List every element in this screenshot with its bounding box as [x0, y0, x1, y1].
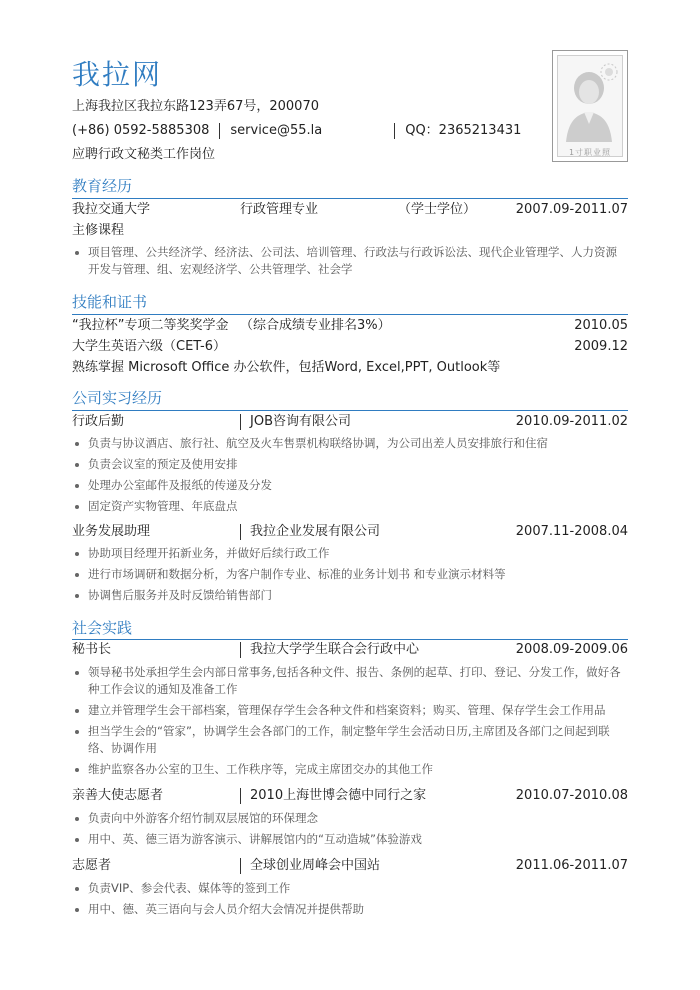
list-item: [88, 477, 628, 494]
list-item-text: 领导秘书处承担学生会内部日常事务,包括各种文件、报告、条例的起草、打印、登记、分发工作，做好各种工作会议的通知及准备工作: [88, 665, 621, 696]
bullet-dot: [75, 442, 79, 446]
list-item: [88, 664, 628, 698]
job-org: 全球创业周峰会中国站: [250, 858, 381, 873]
list-item-text: 协助项目经理开拓新业务，并做好后续行政工作: [88, 546, 330, 560]
bullet-dot: [75, 552, 79, 556]
list-item-text: 建立并管理学生会干部档案，管理保存学生会各种文件和档案资料；购买、管理、保存学生会工作用品: [88, 703, 606, 717]
candidate-name: 我拉网: [72, 58, 163, 91]
award: “我拉杯”专项二等奖奖学金: [72, 318, 229, 333]
job-role: 秘书长: [72, 642, 112, 657]
divider: [240, 858, 241, 874]
award-date: 2010.05: [574, 318, 628, 333]
job-org: 2010上海世博会德中同行之家: [250, 788, 427, 803]
bullet-dot: [75, 573, 79, 577]
job-date: 2007.11-2008.04: [515, 524, 628, 539]
divider: [240, 414, 241, 430]
bullet-dot: [75, 887, 79, 891]
office-skill: 熟练掌握 Microsoft Office 办公软件，包括Word, Excel,PPT, Outlook等: [72, 360, 501, 375]
section-title-education: 教育经历: [72, 177, 133, 195]
bullet-dot: [75, 817, 79, 821]
list-item: [88, 810, 628, 827]
major: 行政管理专业: [240, 202, 319, 217]
courses: 项目管理、公共经济学、经济法、公司法、培训管理、行政法与行政诉讼法、现代企业管理学、人力资源开发与管理、组、宏观经济学、公共管理学、社会学: [88, 245, 617, 276]
job-row: [72, 523, 628, 541]
list-item: [88, 435, 628, 452]
section-divider: [72, 198, 628, 199]
divider: [240, 524, 241, 540]
job-row: [72, 787, 628, 805]
list-item-text: 负责与协议酒店、旅行社、航空及火车售票机构联络协调，为公司出差人员安排旅行和住宿: [88, 436, 548, 450]
job-org: 我拉大学学生联合会行政中心: [250, 642, 420, 657]
job-org: 我拉企业发展有限公司: [250, 524, 381, 539]
list-item-text: 负责VIP、参会代表、媒体等的签到工作: [88, 881, 291, 895]
job-role: 亲善大使志愿者: [72, 788, 164, 803]
education-row: [72, 201, 628, 219]
divider: [394, 123, 395, 139]
bullet-dot: [75, 768, 79, 772]
job-date: 2010.07-2010.08: [515, 788, 628, 803]
section-title-skills: 技能和证书: [72, 293, 148, 311]
list-item: [88, 831, 628, 848]
section-divider: [72, 410, 628, 411]
list-item: [88, 880, 628, 897]
list-item: [88, 566, 628, 583]
bullet-dot: [75, 463, 79, 467]
phone: (+86) 0592-5885308: [72, 123, 210, 138]
job-date: 2008.09-2009.06: [515, 642, 628, 657]
job-role: 业务发展助理: [72, 524, 151, 539]
list-item: [88, 545, 628, 562]
school: 我拉交通大学: [72, 202, 151, 217]
job-objective: 应聘行政文秘类工作岗位: [72, 147, 216, 162]
list-item-text: 担当学生会的“管家”，协调学生会各部门的工作，制定整年学生会活动日历,主席团及各部门之间起到联络、协调作用: [88, 724, 610, 755]
bullet-dot: [75, 908, 79, 912]
divider: [240, 788, 241, 804]
bullet-dot: [75, 730, 79, 734]
list-item: [88, 761, 628, 778]
list-item: [88, 723, 628, 757]
job-row: [72, 857, 628, 875]
section-divider: [72, 314, 628, 315]
section-title-social: 社会实践: [72, 619, 133, 637]
degree: （学士学位）: [398, 202, 477, 217]
section-title-internship: 公司实习经历: [72, 389, 163, 407]
list-item: [88, 498, 628, 515]
list-item-text: 固定资产实物管理、年底盘点: [88, 499, 238, 513]
education-date: 2007.09-2011.07: [515, 202, 628, 217]
bullet-dot: [75, 838, 79, 842]
list-item-text: 处理办公室邮件及报纸的传递及分发: [88, 478, 272, 492]
bullet-dot: [75, 505, 79, 509]
qq: QQ：2365213431: [405, 123, 522, 138]
list-item-text: 进行市场调研和数据分析，为客户制作专业、标准的业务计划书 和专业演示材料等: [88, 567, 506, 581]
job-row: [72, 641, 628, 659]
bullet-dot: [75, 709, 79, 713]
list-item: [88, 587, 628, 604]
list-item-text: 协调售后服务并及时反馈给销售部门: [88, 588, 272, 602]
list-item-text: 负责向中外游客介绍竹制双层展馆的环保理念: [88, 811, 318, 825]
list-item-text: 负责会议室的预定及使用安排: [88, 457, 238, 471]
cet-row: [72, 338, 628, 356]
cet: 大学生英语六级（CET-6）: [72, 339, 227, 354]
list-item: [88, 901, 628, 918]
list-item-text: 维护监察各办公室的卫生、工作秩序等，完成主席团交办的其他工作: [88, 762, 433, 776]
photo-caption: 1寸职业照: [568, 148, 612, 157]
list-item: [88, 702, 628, 719]
photo-placeholder: [552, 50, 628, 162]
award-note: （综合成绩专业排名3%）: [240, 318, 391, 333]
list-item-text: 用中、英、德三语为游客演示、讲解展馆内的“互动造城”体验游戏: [88, 832, 422, 846]
cet-date: 2009.12: [574, 339, 628, 354]
email[interactable]: service@55.la: [230, 123, 323, 138]
bullet-dot: [75, 484, 79, 488]
bullet-dot: [75, 671, 79, 675]
job-row: [72, 413, 628, 431]
bullet-dot: [75, 251, 79, 255]
photo-frame: [557, 55, 623, 157]
job-date: 2011.06-2011.07: [515, 858, 628, 873]
address: 上海我拉区我拉东路123弄67号，200070: [72, 99, 319, 114]
course-list-item: [88, 244, 628, 278]
job-role: 行政后勤: [72, 414, 125, 429]
divider: [240, 642, 241, 658]
courses-label: 主修课程: [72, 223, 125, 238]
contact-line: [72, 122, 521, 140]
section-divider: [72, 639, 628, 640]
job-org: JOB咨询有限公司: [250, 414, 351, 429]
bullet-dot: [75, 594, 79, 598]
divider: [219, 123, 220, 139]
list-item-text: 用中、德、英三语向与会人员介绍大会情况并提供帮助: [88, 902, 364, 916]
job-role: 志愿者: [72, 858, 112, 873]
list-item: [88, 456, 628, 473]
award-row: [72, 317, 628, 335]
person-silhouette-icon: [558, 56, 624, 158]
job-date: 2010.09-2011.02: [515, 414, 628, 429]
